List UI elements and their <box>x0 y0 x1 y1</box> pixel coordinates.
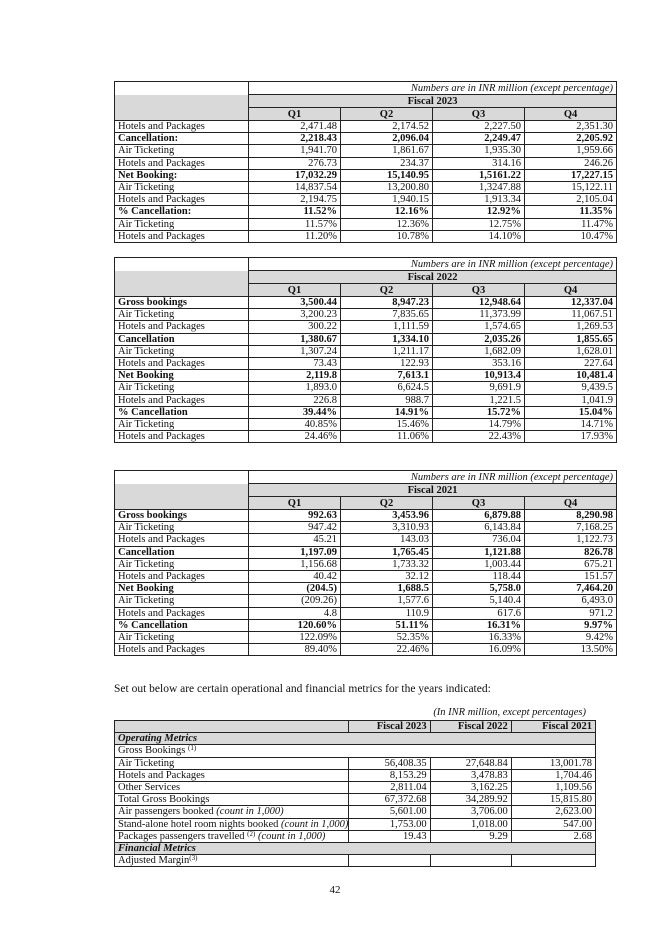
table-row: Air Ticketing 1,941.70 1,861.67 1,935.30 1,959.66 <box>115 145 617 157</box>
table-row: % Cancellation 120.60% 51.11% 16.31% 9.97% <box>115 619 617 631</box>
table-row: % Cancellation: 11.52% 12.16% 12.92% 11.35% <box>115 206 617 218</box>
fiscal-2022-quarterly-table <box>114 257 617 443</box>
table-row: Hotels and Packages 24.46% 11.06% 22.43% 17.93% <box>115 431 617 443</box>
table-row: Cancellation 1,380.67 1,334.10 2,035.26 1,855.65 <box>115 333 617 345</box>
column-header: Fiscal 2023 <box>349 721 430 733</box>
intro-paragraph: Set out below are certain operational and financial metrics for the years indicated: <box>114 683 491 695</box>
table-row: Air Ticketing 3,200.23 7,835.65 11,373.99 11,067.51 <box>115 309 617 321</box>
metrics-units-note: (In INR million, except percentages) <box>433 707 586 718</box>
quarter-header: Q1 <box>249 284 341 297</box>
footnote-marker: (1) <box>188 744 197 753</box>
column-header: Fiscal 2021 <box>511 721 595 733</box>
page-number: 42 <box>329 884 341 896</box>
column-header: Fiscal 2022 <box>430 721 511 733</box>
quarter-header: Q2 <box>341 108 433 121</box>
table-row: Net Booking: 17,032.29 15,140.95 1,5161.22 17,227.15 <box>115 169 617 181</box>
table-row: Gross bookings 3,500.44 8,947.23 12,948.64 12,337.04 <box>115 297 617 309</box>
fiscal-year-header: Fiscal 2022 <box>249 271 617 284</box>
table-row: Net Booking 2,119.8 7,613.1 10,913.4 10,481.4 <box>115 370 617 382</box>
table-row: % Cancellation 39.44% 14.91% 15.72% 15.04% <box>115 406 617 418</box>
quarter-header: Q4 <box>525 497 617 510</box>
quarter-header: Q2 <box>341 497 433 510</box>
table-row: Air Ticketing 1,156.68 1,733.32 1,003.44 675.21 <box>115 558 617 570</box>
table-row: Net Booking (204.5) 1,688.5 5,758.0 7,464.20 <box>115 583 617 595</box>
table-row: Hotels and Packages 73.43 122.93 353.16 227.64 <box>115 357 617 369</box>
table-row: Hotels and Packages 40.42 32.12 118.44 151.57 <box>115 570 617 582</box>
table-row: Hotels and Packages 2,471.48 2,174.52 2,227.50 2,351.30 <box>115 121 617 133</box>
operational-financial-metrics-table <box>114 720 596 867</box>
quarter-header: Q3 <box>433 108 525 121</box>
table-row: Air Ticketing 14,837.54 13,200.80 1,3247.88 15,122.11 <box>115 181 617 193</box>
quarter-header: Q4 <box>525 108 617 121</box>
quarter-header: Q1 <box>249 108 341 121</box>
fiscal-2023-quarterly-table <box>114 81 617 243</box>
units-note: Numbers are in INR million (except percentage) <box>249 82 617 95</box>
table-row: Total Gross Bookings 67,372.68 34,289.92 15,815.80 <box>115 794 596 806</box>
table-row: Hotels and Packages 226.8 988.7 1,221.5 1,041.9 <box>115 394 617 406</box>
footnote-marker: (2) <box>247 830 256 838</box>
table-row: Other Services 2,811.04 3,162.25 1,109.56 <box>115 781 596 793</box>
table-row: Air Ticketing (209.26) 1,577.6 5,140.4 6,493.0 <box>115 595 617 607</box>
fiscal-year-header: Fiscal 2021 <box>249 484 617 497</box>
quarter-header: Q3 <box>433 284 525 297</box>
footnote-marker: (3) <box>189 854 198 863</box>
section-title: Operating Metrics <box>115 733 596 745</box>
table-row: Cancellation 1,197.09 1,765.45 1,121.88 826.78 <box>115 546 617 558</box>
table-row: Air Ticketing 1,307.24 1,211.17 1,682.09 1,628.01 <box>115 345 617 357</box>
table-row: Cancellation: 2,218.43 2,096.04 2,249.47 2,205.92 <box>115 133 617 145</box>
table-row: Gross bookings 992.63 3,453.96 6,879.88 8,290.98 <box>115 510 617 522</box>
quarter-header: Q3 <box>433 497 525 510</box>
table-row: Hotels and Packages 8,153.29 3,478.83 1,704.46 <box>115 769 596 781</box>
table-row: Gross Bookings $^{(1)}$ <box>115 745 596 757</box>
table-row: Air Ticketing 56,408.35 27,648.84 13,001.78 <box>115 757 596 769</box>
table-row: Hotels and Packages 276.73 234.37 314.16 246.26 <box>115 157 617 169</box>
table-row: Adjusted Margin$^{(3)}$ <box>115 855 596 867</box>
table-row: Hotels and Packages 300.22 1,111.59 1,574.65 1,269.53 <box>115 321 617 333</box>
table-row: Air Ticketing 40.85% 15.46% 14.79% 14.71% <box>115 418 617 430</box>
table-row: Air Ticketing 947.42 3,310.93 6,143.84 7,168.25 <box>115 522 617 534</box>
units-note: Numbers are in INR million (except percentage) <box>249 471 617 484</box>
table-row: Hotels and Packages 45.21 143.03 736.04 1,122.73 <box>115 534 617 546</box>
table-row: Hotels and Packages 11.20% 10.78% 14.10% 10.47% <box>115 230 617 242</box>
fiscal-2021-quarterly-table <box>114 470 617 656</box>
quarter-header: Q2 <box>341 284 433 297</box>
table-row: Air Ticketing 11.57% 12.36% 12.75% 11.47% <box>115 218 617 230</box>
fiscal-year-header: Fiscal 2023 <box>249 95 617 108</box>
quarter-header: Q1 <box>249 497 341 510</box>
table-row: Air Ticketing 1,893.0 6,624.5 9,691.9 9,439.5 <box>115 382 617 394</box>
table-row: Hotels and Packages 4.8 110.9 617.6 971.2 <box>115 607 617 619</box>
table-row: Hotels and Packages 2,194.75 1,940.15 1,913.34 2,105.04 <box>115 194 617 206</box>
table-row: Stand-alone hotel room nights booked (count in 1,000) 1,753.00 1,018.00 547.00 <box>115 818 596 830</box>
table-row: Hotels and Packages 89.40% 22.46% 16.09% 13.50% <box>115 644 617 656</box>
units-note: Numbers are in INR million (except percentage) <box>249 258 617 271</box>
table-row: Packages passengers travelled $^{(2)}$ (count in 1,000) 19.43 9.29 2.68 <box>115 830 596 842</box>
header-row <box>115 721 596 733</box>
quarter-header: Q4 <box>525 284 617 297</box>
section-title: Financial Metrics <box>115 842 596 854</box>
table-row: Air passengers booked (count in 1,000) 5,601.00 3,706.00 2,623.00 <box>115 806 596 818</box>
table-row: Air Ticketing 122.09% 52.35% 16.33% 9.42% <box>115 631 617 643</box>
